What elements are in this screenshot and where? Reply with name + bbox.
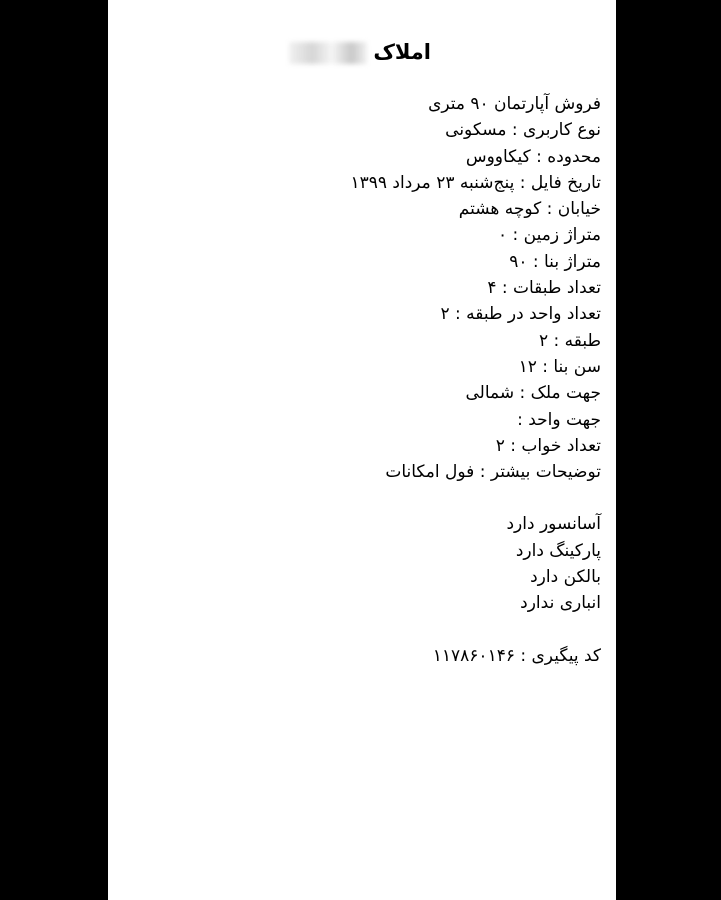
area: محدوده : کیکاووس xyxy=(465,146,601,167)
floors-count: تعداد طبقات : ۴ xyxy=(487,278,601,299)
feature-balcony: بالکن دارد xyxy=(530,567,601,588)
bedrooms: تعداد خواب : ۲ xyxy=(495,435,601,456)
spacer xyxy=(350,485,601,511)
listing-details xyxy=(350,91,601,617)
file-date: تاریخ فایل : پنج‌شنبه ۲۳ مرداد ۱۳۹۹ xyxy=(350,172,601,193)
building-age: سن بنا : ۱۲ xyxy=(518,356,601,377)
floor: طبقه : ۲ xyxy=(538,330,601,351)
blurred-agency-name xyxy=(289,42,367,64)
feature-storage: انباری ندارد xyxy=(520,593,601,614)
feature-parking: پارکینگ دارد xyxy=(515,540,601,561)
property-direction: جهت ملک : شمالی xyxy=(465,383,601,404)
unit-direction: جهت واحد : xyxy=(517,409,601,430)
land-size: متراژ زمین : ۰ xyxy=(497,225,601,246)
feature-elevator: آسانسور دارد xyxy=(506,514,601,535)
street: خیابان : کوچه هشتم xyxy=(458,199,601,220)
units-per-floor: تعداد واحد در طبقه : ۲ xyxy=(440,304,601,325)
agency-title: املاک xyxy=(373,40,431,64)
building-size: متراژ بنا : ۹۰ xyxy=(509,251,601,272)
more-info: توضیحات بیشتر : فول امکانات xyxy=(385,462,601,483)
listing-title: فروش آپارتمان ۹۰ متری xyxy=(428,94,601,114)
agency-header xyxy=(289,40,431,64)
listing-page xyxy=(108,0,616,900)
usage-type: نوع کاربری : مسکونی xyxy=(445,120,601,141)
tracking-code: کد پیگیری : ۱۱۷۸۶۰۱۴۶ xyxy=(432,646,601,666)
